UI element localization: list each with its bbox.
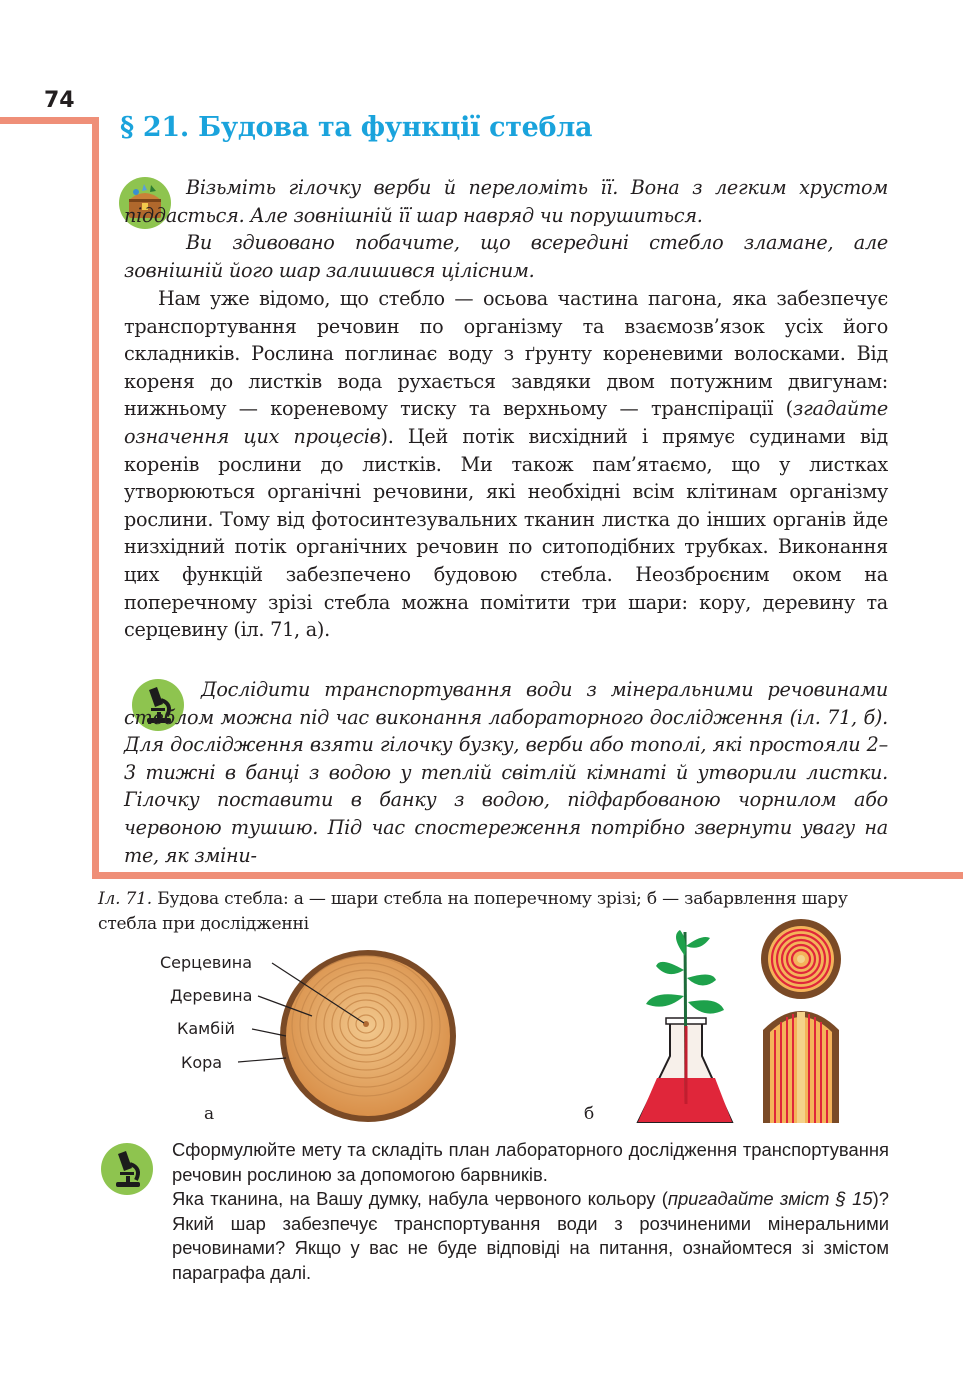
flask-with-twig-image	[630, 926, 740, 1128]
task-question-start: Яка тканина, на Вашу думку, набула червоного кольору (	[172, 1188, 668, 1209]
label-bark: Кора	[181, 1053, 223, 1072]
task-question	[172, 1187, 889, 1285]
intro-part2: Ви здивовано побачите, що всередині стебло зламане, але зовнішній його шар залишився цілісним.	[124, 231, 888, 282]
label-pith: Серцевина	[160, 953, 252, 972]
body-text-italic: згадайте означення цих процесів	[124, 397, 888, 448]
stem-cross-section-image	[230, 950, 460, 1128]
intro-text	[124, 174, 888, 284]
intro-part1: Візьміть гілочку верби й переломіть її. Вона з легким хрустом піддасться. Але зовнішній її шар навряд чи порушиться.	[124, 176, 888, 227]
task-block	[172, 1138, 889, 1285]
page-number: 74	[44, 88, 75, 113]
label-wood: Деревина	[170, 986, 253, 1005]
body-text-end: ). Цей потік висхідний і прямує судинами від коренів рослини до листків. Ми також пам’ятаємо, що у листках утворюються органічні речовини, які необхідні всім клітинам організму рослини. Тому від фотосинтезувальних тканин листка до інших органів йде низхідний потік органічних речовин по ситоподібних трубках. Виконання цих функцій забезпечено будовою стебла. Неозброєним оком на поперечному зрізі стебла можна помітити три шари: кору, деревину та серцевину (іл. 71, а).	[124, 424, 888, 642]
colored-stem-sections-image	[760, 918, 842, 1123]
label-cambium: Камбій	[177, 1019, 235, 1038]
figure-letter-b: б	[584, 1104, 595, 1124]
body-text-start: Нам уже відомо, що стебло — осьова частина пагона, яка забезпечує транспортування речовин по організму та взаємозв’язок усіх його складників. Рослина поглинає воду з ґрунту кореневими волосками. Від кореня до листків вода рухається завдяки двом потужним двигунам: нижньому — кореневому тиску та верхньому — транспірації (	[124, 287, 888, 421]
microscope-icon	[100, 1142, 154, 1196]
lab-text	[124, 676, 888, 869]
body-text	[124, 285, 888, 644]
frame-top-border	[0, 117, 95, 124]
task-question-italic: пригадайте зміст § 15	[667, 1188, 873, 1209]
caption-text: Будова стебла: а — шари стебла на поперечному зрізі; б — забарвлення шару стебла при дослідженні	[98, 889, 848, 934]
caption-prefix: Іл. 71.	[98, 889, 152, 909]
frame-bottom-border	[92, 872, 963, 879]
section-title: § 21. Будова та функції стебла	[120, 112, 593, 143]
lab-text-content: Дослідити транспортування води з мінеральними речовинами стеблом можна під час виконання лабораторного дослідження (іл. 71, б). Для дослідження взяти гілочку бузку, верби або тополі, які простояли 2–3 тижні в банці з водою у теплій світлій кімнаті й утворили листки. Гілочку поставити в банку з водою, підфарбованою чорнилом або червоною тушшю. Під час спостереження потрібно звернути увагу на те, як зміни-	[124, 678, 888, 867]
frame-left-border	[92, 117, 99, 879]
task-question-end: )? Який шар забезпечує транспортування води з розчиненими мінеральними речовинами? Якщо у вас не буде відповіді на питання, ознайомтеся зі змістом параграфа далі.	[172, 1188, 889, 1283]
task-line1: Сформулюйте мету та складіть план лабораторного дослідження транспортування речовин рослиною за допомогою барвників.	[172, 1139, 889, 1185]
figure-letter-a: а	[204, 1104, 215, 1124]
